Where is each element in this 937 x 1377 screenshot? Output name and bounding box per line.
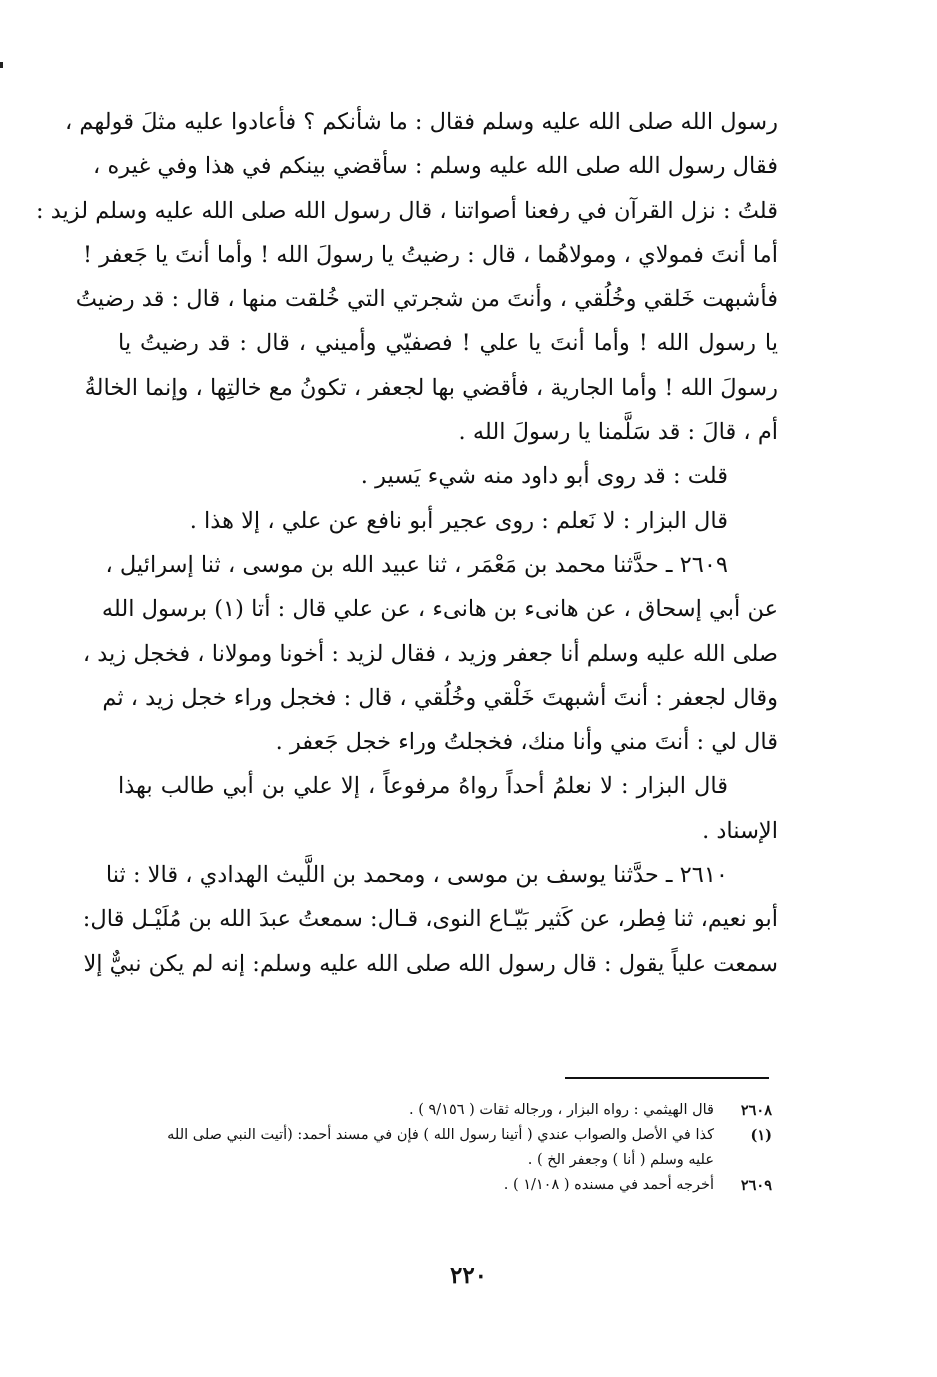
text-line: أما أنتَ فمولاي ، ومولاهُما ، قال : رضيتُ يا رسولَ الله ! وأما أنتَ يا جَعفر ! (82, 241, 778, 268)
footnote-1 (115, 1123, 772, 1148)
footnote-number: ٢٦٠٨ (740, 1102, 772, 1119)
text-line: رسولَ الله ! وأما الجارية ، فأقضي بها لجعفر ، تكونُ مع خالتِها ، وإنما الخالةُ (84, 374, 778, 401)
text-line: صلى الله عليه وسلم أنا جعفر وزيد ، فقال لزيد : أخونا ومولانا ، فخجل زيد ، (82, 640, 778, 667)
text-line: عن أبي إسحاق ، عن هانىء بن هانىء ، عن علي قال : أتا (١) برسول الله (101, 596, 778, 623)
text-line: سمعت علياً يقول : قال رسول الله صلى الله عليه وسلم: إنه لم يكن نبيٌّ إلا (83, 950, 778, 977)
scan-edge-mark (0, 62, 3, 68)
text-line: أم ، قالَ : قد سَلَّمنا يا رسولَ الله . (458, 419, 778, 446)
footnote-2609 (115, 1173, 772, 1198)
text-line: قال لي : أنتَ مني وأنا منك، فخجلتُ وراء خجل جَعفر . (275, 729, 778, 756)
text-line: أبو نعيم، ثنا فِطر، عن كَثير بَيّـاع النوى، قـال: سمعتُ عبدَ الله بن مُلَيْـل قال: (82, 906, 778, 933)
text-line: قال البزار : لا نَعلم : روى عجير أبو نافع عن علي ، إلا هذا . (189, 507, 728, 534)
main-text (35, 100, 778, 986)
footnote-continuation: عليه وسلم ( أنا ) وجعفر الخ ) . (527, 1152, 714, 1168)
footnotes (115, 1098, 772, 1198)
text-line: ٢٦٠٩ ـ حدَّثنا محمد بن مَعْمَر ، ثنا عبيد الله بن موسى ، ثنا إسرائيل ، (105, 551, 728, 578)
text-line: الإسناد . (702, 817, 778, 844)
text-line: وقال لجعفر : أنتَ أشبهتَ خَلْقي وخُلُقي ، قال : فخجل وراء خجل زيد ، ثم (102, 684, 778, 711)
text-line: قال البزار : لا نعلمُ أحداً رواهُ مرفوعاً ، إلا علي بن أبي طالب بهذا (118, 773, 728, 800)
text-line: فقال رسول الله صلى الله عليه وسلم : سأقضي بينكم في هذا وفي غيره ، (93, 153, 778, 180)
footnote-text: كذا في الأصل والصواب عندي ( أتينا رسول الله ) فإن في مسند أحمد: (أتيت النبي صلى الله (167, 1127, 714, 1143)
text-line: قلتُ : نزل القرآن في رفعنا أصواتنا ، قال رسول الله صلى الله عليه وسلم لزيد : (35, 197, 778, 224)
text-line: ٢٦١٠ ـ حدَّثنا يوسف بن موسى ، ومحمد بن اللَّيث الهدادي ، قالا : ثنا (105, 862, 728, 889)
text-line: يا رسول الله ! وأما أنتَ يا علي ! فصفيّي وأميني ، قال : قد رضيتُ يا (118, 330, 778, 357)
footnote-text: أخرجه أحمد في مسنده ( ١/١٠٨ ) . (503, 1177, 714, 1193)
text-line: فأشبهت خَلقي وخُلُقي ، وأنتَ من شجرتي التي خُلقت منها ، قال : قد رضيتُ (75, 286, 778, 313)
text-line: قلت : قد روى أبو داود منه شيء يَسير . (360, 463, 728, 490)
footnote-text: قال الهيثمي : رواه البزار ، ورجاله ثقات ( ٩/١٥٦ ) . (409, 1102, 714, 1118)
footnote-separator (565, 1077, 769, 1079)
footnote-number: (١) (750, 1127, 772, 1144)
footnote-2608 (115, 1098, 772, 1123)
page-number: ٢٢٠ (449, 1262, 488, 1289)
text-line: رسول الله صلى الله عليه وسلم فقال : ما شأنكم ؟ فأعادوا عليه مثلَ قولهم ، (64, 109, 778, 135)
footnote-number: ٢٦٠٩ (740, 1177, 772, 1194)
